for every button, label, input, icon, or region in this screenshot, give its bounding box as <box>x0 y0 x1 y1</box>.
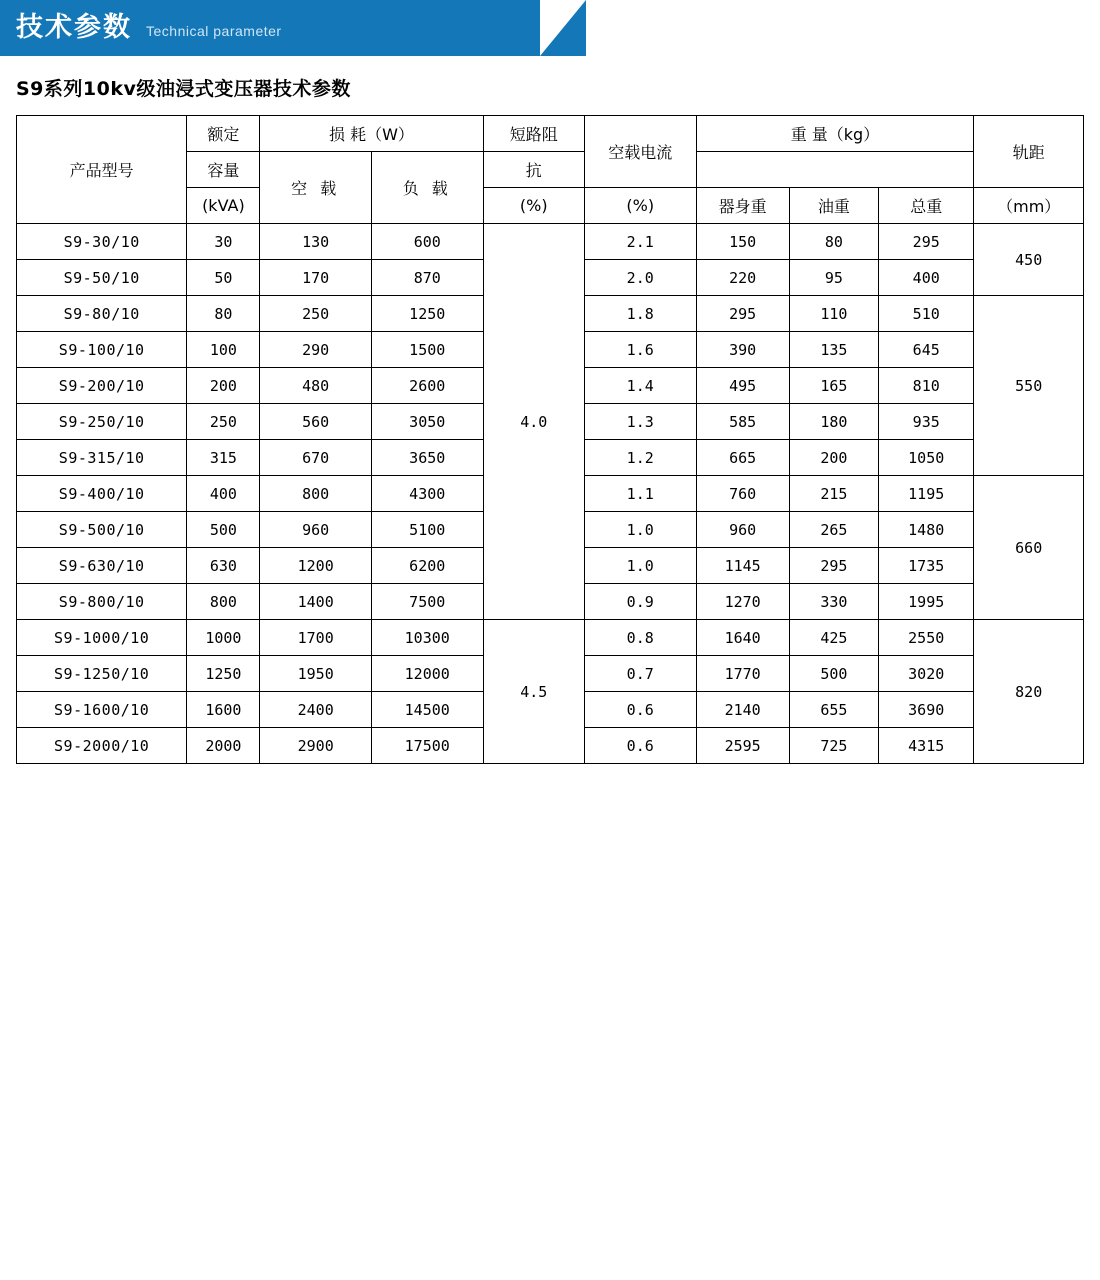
header-weight-total: 总重 <box>879 188 974 224</box>
no-load-current-cell: 0.6 <box>584 728 696 764</box>
weight-total-cell: 2550 <box>879 620 974 656</box>
no-load-current-cell: 1.8 <box>584 296 696 332</box>
table-row <box>17 224 1084 260</box>
no-load-loss-cell: 560 <box>260 404 372 440</box>
model-cell: S9-500/10 <box>17 512 187 548</box>
model-cell: S9-1250/10 <box>17 656 187 692</box>
no-load-loss-cell: 2400 <box>260 692 372 728</box>
load-loss-cell: 14500 <box>371 692 483 728</box>
no-load-loss-cell: 1700 <box>260 620 372 656</box>
model-cell: S9-1000/10 <box>17 620 187 656</box>
weight-oil-cell: 80 <box>789 224 878 260</box>
load-loss-cell: 17500 <box>371 728 483 764</box>
header-gauge-unit: （mm） <box>974 188 1084 224</box>
banner-title-en: Technical parameter <box>146 23 282 39</box>
weight-body-cell: 220 <box>696 260 789 296</box>
header-loss-no-load: 空 载 <box>260 152 372 224</box>
weight-oil-cell: 95 <box>789 260 878 296</box>
no-load-loss-cell: 2900 <box>260 728 372 764</box>
weight-body-cell: 1270 <box>696 584 789 620</box>
rated-capacity-cell: 1250 <box>187 656 260 692</box>
weight-body-cell: 390 <box>696 332 789 368</box>
load-loss-cell: 1250 <box>371 296 483 332</box>
weight-body-cell: 665 <box>696 440 789 476</box>
weight-total-cell: 935 <box>879 404 974 440</box>
weight-total-cell: 1195 <box>879 476 974 512</box>
weight-oil-cell: 500 <box>789 656 878 692</box>
no-load-loss-cell: 800 <box>260 476 372 512</box>
weight-total-cell: 1735 <box>879 548 974 584</box>
rated-capacity-cell: 80 <box>187 296 260 332</box>
weight-body-cell: 760 <box>696 476 789 512</box>
no-load-current-cell: 1.6 <box>584 332 696 368</box>
header-impedance-line2: 抗 <box>483 152 584 188</box>
load-loss-cell: 5100 <box>371 512 483 548</box>
weight-body-cell: 1640 <box>696 620 789 656</box>
header-rated-capacity-unit: (kVA) <box>187 188 260 224</box>
no-load-current-cell: 1.0 <box>584 548 696 584</box>
weight-total-cell: 3020 <box>879 656 974 692</box>
rated-capacity-cell: 500 <box>187 512 260 548</box>
no-load-loss-cell: 960 <box>260 512 372 548</box>
no-load-current-cell: 0.7 <box>584 656 696 692</box>
model-cell: S9-1600/10 <box>17 692 187 728</box>
no-load-loss-cell: 250 <box>260 296 372 332</box>
load-loss-cell: 4300 <box>371 476 483 512</box>
no-load-loss-cell: 130 <box>260 224 372 260</box>
model-cell: S9-100/10 <box>17 332 187 368</box>
header-loss-on-load: 负 载 <box>371 152 483 224</box>
no-load-current-cell: 1.0 <box>584 512 696 548</box>
model-cell: S9-80/10 <box>17 296 187 332</box>
header-loss-group: 损 耗（W） <box>260 116 483 152</box>
no-load-loss-cell: 170 <box>260 260 372 296</box>
model-cell: S9-30/10 <box>17 224 187 260</box>
load-loss-cell: 3650 <box>371 440 483 476</box>
weight-total-cell: 1050 <box>879 440 974 476</box>
rated-capacity-cell: 315 <box>187 440 260 476</box>
weight-body-cell: 585 <box>696 404 789 440</box>
model-cell: S9-250/10 <box>17 404 187 440</box>
weight-total-cell: 1480 <box>879 512 974 548</box>
weight-body-cell: 960 <box>696 512 789 548</box>
load-loss-cell: 1500 <box>371 332 483 368</box>
no-load-current-cell: 2.1 <box>584 224 696 260</box>
no-load-loss-cell: 480 <box>260 368 372 404</box>
no-load-current-cell: 1.1 <box>584 476 696 512</box>
header-gauge: 轨距 <box>974 116 1084 188</box>
load-loss-cell: 3050 <box>371 404 483 440</box>
header-model: 产品型号 <box>17 116 187 224</box>
header-no-load-current: 空载电流 <box>584 116 696 188</box>
weight-body-cell: 2140 <box>696 692 789 728</box>
weight-oil-cell: 725 <box>789 728 878 764</box>
weight-total-cell: 3690 <box>879 692 974 728</box>
weight-total-cell: 645 <box>879 332 974 368</box>
weight-oil-cell: 135 <box>789 332 878 368</box>
model-cell: S9-800/10 <box>17 584 187 620</box>
table-row <box>17 620 1084 656</box>
weight-body-cell: 295 <box>696 296 789 332</box>
weight-oil-cell: 110 <box>789 296 878 332</box>
header-weight-group: 重 量（kg） <box>696 116 974 152</box>
weight-oil-cell: 165 <box>789 368 878 404</box>
weight-oil-cell: 180 <box>789 404 878 440</box>
rated-capacity-cell: 2000 <box>187 728 260 764</box>
no-load-current-cell: 1.2 <box>584 440 696 476</box>
header-rated-capacity-line2: 容量 <box>187 152 260 188</box>
table-header-row-1 <box>17 116 1084 152</box>
no-load-loss-cell: 1400 <box>260 584 372 620</box>
no-load-current-cell: 2.0 <box>584 260 696 296</box>
rated-capacity-cell: 50 <box>187 260 260 296</box>
model-cell: S9-200/10 <box>17 368 187 404</box>
no-load-current-cell: 0.6 <box>584 692 696 728</box>
weight-total-cell: 4315 <box>879 728 974 764</box>
header-rated-capacity-line1: 额定 <box>187 116 260 152</box>
weight-total-cell: 400 <box>879 260 974 296</box>
impedance-cell: 4.0 <box>483 224 584 620</box>
load-loss-cell: 600 <box>371 224 483 260</box>
weight-total-cell: 295 <box>879 224 974 260</box>
weight-oil-cell: 265 <box>789 512 878 548</box>
table-head <box>17 116 1084 224</box>
rated-capacity-cell: 250 <box>187 404 260 440</box>
load-loss-cell: 7500 <box>371 584 483 620</box>
load-loss-cell: 6200 <box>371 548 483 584</box>
rated-capacity-cell: 200 <box>187 368 260 404</box>
weight-body-cell: 150 <box>696 224 789 260</box>
load-loss-cell: 12000 <box>371 656 483 692</box>
rated-capacity-cell: 30 <box>187 224 260 260</box>
rated-capacity-cell: 400 <box>187 476 260 512</box>
weight-total-cell: 1995 <box>879 584 974 620</box>
no-load-loss-cell: 290 <box>260 332 372 368</box>
weight-total-cell: 810 <box>879 368 974 404</box>
no-load-loss-cell: 1950 <box>260 656 372 692</box>
banner-title-cn: 技术参数 <box>16 12 132 43</box>
spec-table-container <box>0 115 1100 764</box>
weight-total-cell: 510 <box>879 296 974 332</box>
gauge-cell: 660 <box>974 476 1084 620</box>
weight-body-cell: 495 <box>696 368 789 404</box>
transformer-spec-table <box>16 115 1084 764</box>
impedance-cell: 4.5 <box>483 620 584 764</box>
load-loss-cell: 870 <box>371 260 483 296</box>
header-weight-oil: 油重 <box>789 188 878 224</box>
weight-body-cell: 2595 <box>696 728 789 764</box>
weight-oil-cell: 655 <box>789 692 878 728</box>
rated-capacity-cell: 100 <box>187 332 260 368</box>
model-cell: S9-2000/10 <box>17 728 187 764</box>
page-header-banner <box>0 0 1100 56</box>
no-load-current-cell: 0.8 <box>584 620 696 656</box>
model-cell: S9-630/10 <box>17 548 187 584</box>
no-load-current-cell: 1.4 <box>584 368 696 404</box>
weight-body-cell: 1770 <box>696 656 789 692</box>
header-weight-body: 器身重 <box>696 188 789 224</box>
weight-oil-cell: 295 <box>789 548 878 584</box>
no-load-current-cell: 1.3 <box>584 404 696 440</box>
rated-capacity-cell: 1600 <box>187 692 260 728</box>
model-cell: S9-400/10 <box>17 476 187 512</box>
model-cell: S9-50/10 <box>17 260 187 296</box>
header-no-load-current-unit: (%) <box>584 188 696 224</box>
rated-capacity-cell: 630 <box>187 548 260 584</box>
no-load-current-cell: 0.9 <box>584 584 696 620</box>
gauge-cell: 550 <box>974 296 1084 476</box>
no-load-loss-cell: 1200 <box>260 548 372 584</box>
table-body <box>17 224 1084 764</box>
weight-oil-cell: 425 <box>789 620 878 656</box>
rated-capacity-cell: 800 <box>187 584 260 620</box>
weight-oil-cell: 200 <box>789 440 878 476</box>
rated-capacity-cell: 1000 <box>187 620 260 656</box>
weight-oil-cell: 330 <box>789 584 878 620</box>
model-cell: S9-315/10 <box>17 440 187 476</box>
header-impedance-line1: 短路阻 <box>483 116 584 152</box>
gauge-cell: 450 <box>974 224 1084 296</box>
load-loss-cell: 2600 <box>371 368 483 404</box>
no-load-loss-cell: 670 <box>260 440 372 476</box>
weight-body-cell: 1145 <box>696 548 789 584</box>
page-title: S9系列10kv级油浸式变压器技术参数 <box>16 78 351 100</box>
gauge-cell: 820 <box>974 620 1084 764</box>
weight-oil-cell: 215 <box>789 476 878 512</box>
load-loss-cell: 10300 <box>371 620 483 656</box>
header-impedance-unit: (%) <box>483 188 584 224</box>
